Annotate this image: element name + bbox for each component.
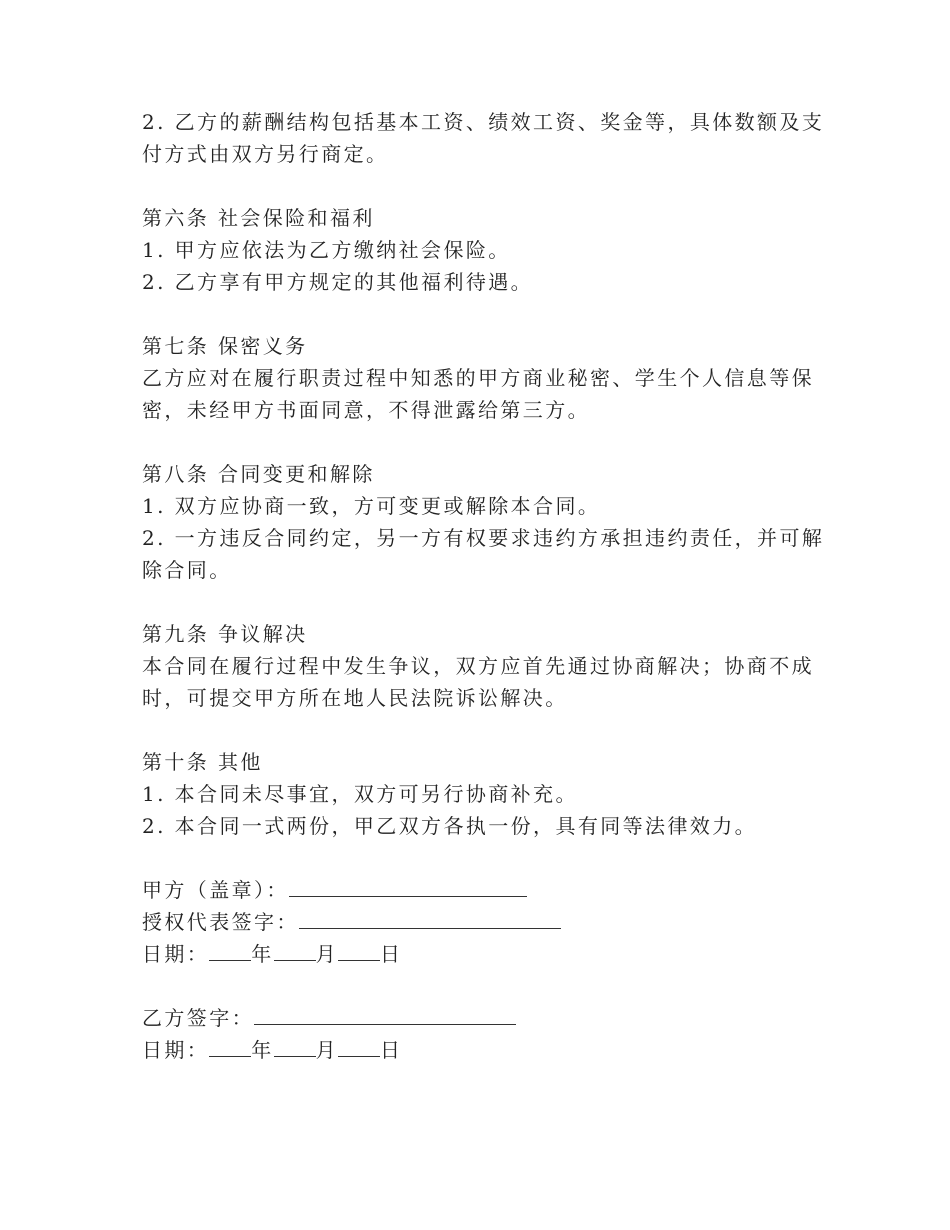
party-a-rep-row	[142, 906, 812, 938]
party-b-day-label: 日	[380, 1038, 403, 1062]
party-b-month-blank[interactable]	[274, 1036, 316, 1057]
clause7-line2: 密，未经甲方书面同意，不得泄露给第三方。	[142, 398, 590, 422]
clause9-line1: 本合同在履行过程中发生争议，双方应首先通过协商解决；协商不成	[142, 654, 814, 678]
party-a-rep-label: 授权代表签字：	[142, 910, 299, 934]
party-b-sign-label: 乙方签字：	[142, 1006, 254, 1030]
party-a-day-label: 日	[380, 942, 403, 966]
clause10-heading: 第十条 其他	[142, 750, 263, 774]
party-b-date-label: 日期：	[142, 1038, 210, 1062]
clause8-heading: 第八条 合同变更和解除	[142, 462, 375, 486]
party-a-rep-signature-blank[interactable]	[299, 908, 561, 929]
clause9-line2: 时，可提交甲方所在地人民法院诉讼解决。	[142, 686, 568, 710]
spacer	[142, 170, 812, 202]
spacer	[142, 298, 812, 330]
clause9-heading: 第九条 争议解决	[142, 622, 308, 646]
party-b-month-label: 月	[315, 1038, 339, 1062]
party-b-day-blank[interactable]	[338, 1036, 380, 1057]
party-b-year-blank[interactable]	[209, 1036, 251, 1057]
clause7-heading: 第七条 保密义务	[142, 334, 308, 358]
clause6-heading: 第六条 社会保险和福利	[142, 206, 375, 230]
clause8-item2-line1: 2. 一方违反合同约定，另一方有权要求违约方承担违约责任，并可解	[142, 526, 825, 550]
spacer	[142, 426, 812, 458]
clause6-item1: 1. 甲方应依法为乙方缴纳社会保险。	[142, 238, 511, 262]
spacer	[142, 586, 812, 618]
spacer	[142, 714, 812, 746]
party-a-seal-row	[142, 874, 812, 906]
clause5-item2-line2: 付方式由双方另行商定。	[142, 142, 389, 166]
spacer	[142, 842, 812, 874]
clause10-item1: 1. 本合同未尽事宜，双方可另行协商补充。	[142, 782, 578, 806]
clause8-item2-line2: 除合同。	[142, 558, 232, 582]
clause10-item2: 2. 本合同一式两份，甲乙双方各执一份，具有同等法律效力。	[142, 814, 758, 838]
party-b-date-row	[142, 1034, 812, 1066]
party-a-month-blank[interactable]	[274, 940, 316, 961]
clause5-item2-line1: 2. 乙方的薪酬结构包括基本工资、绩效工资、奖金等，具体数额及支	[142, 110, 825, 134]
party-b-sign-row	[142, 1002, 812, 1034]
party-a-day-blank[interactable]	[338, 940, 380, 961]
party-a-date-label: 日期：	[142, 942, 210, 966]
party-a-date-row	[142, 938, 812, 970]
contract-page	[142, 106, 825, 1066]
spacer	[142, 970, 812, 1002]
party-a-seal-label: 甲方（盖章）：	[142, 878, 289, 902]
party-b-year-label: 年	[251, 1038, 274, 1062]
clause8-item1: 1. 双方应协商一致，方可变更或解除本合同。	[142, 494, 601, 518]
party-b-signature-blank[interactable]	[254, 1004, 516, 1025]
party-a-year-label: 年	[251, 942, 274, 966]
clause7-line1: 乙方应对在履行职责过程中知悉的甲方商业秘密、学生个人信息等保	[142, 366, 814, 390]
party-a-month-label: 月	[315, 942, 339, 966]
clause6-item2: 2. 乙方享有甲方规定的其他福利待遇。	[142, 270, 534, 294]
party-a-year-blank[interactable]	[209, 940, 251, 961]
party-a-seal-blank[interactable]	[289, 876, 527, 897]
